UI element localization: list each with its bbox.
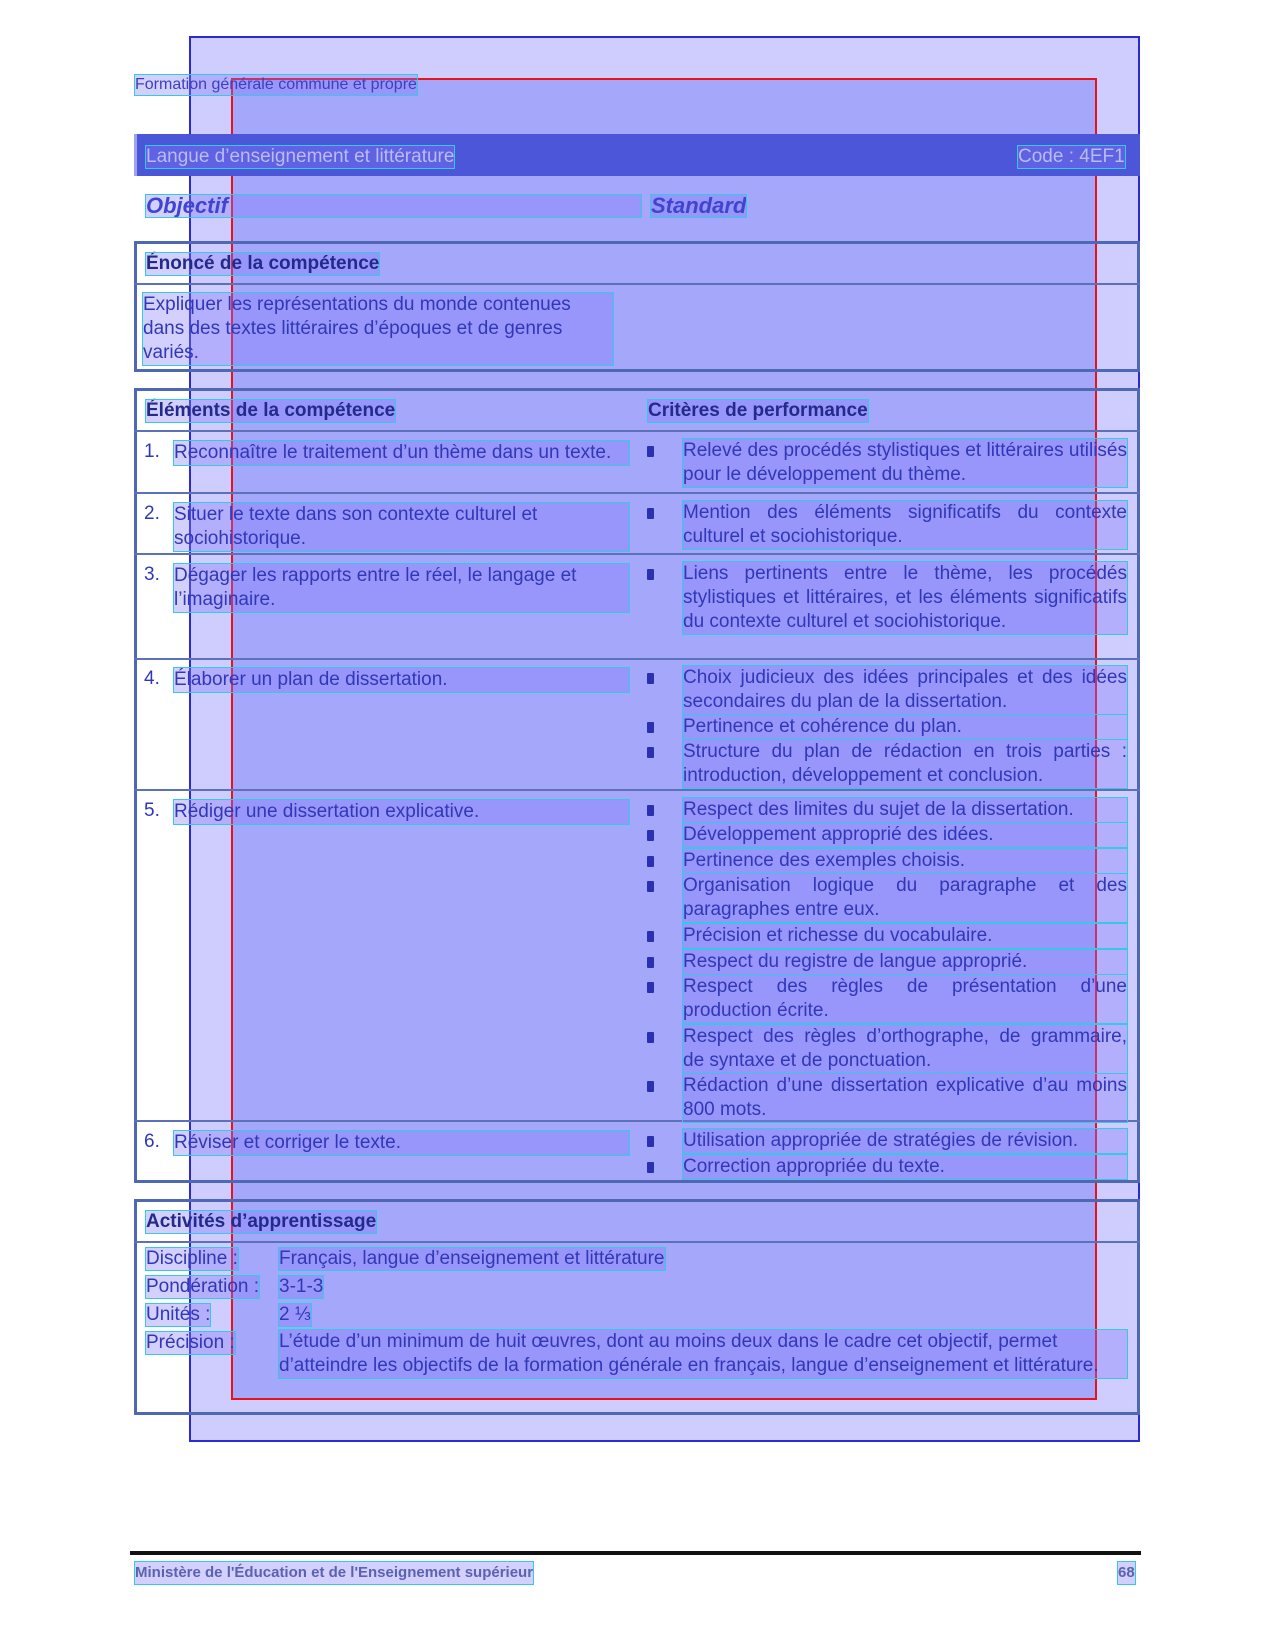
- divider: [134, 430, 1140, 432]
- bullet-icon: [647, 673, 654, 684]
- critere-text: Respect des règles d’orthographe, de grammaire, de syntaxe et de ponctuation.: [683, 1026, 1127, 1071]
- activites-title: Activités d’apprentissage: [146, 1211, 377, 1232]
- element-number: 5.: [144, 800, 160, 821]
- unites-value: 2 ⅓: [279, 1304, 311, 1325]
- standard-label: Standard: [651, 193, 747, 218]
- critere-text: Pertinence des exemples choisis.: [683, 849, 1127, 873]
- criteres-title: Critères de performance: [648, 400, 868, 421]
- divider: [134, 789, 1140, 791]
- footer-ministry: Ministère de l'Éducation et de l'Enseignement supérieur: [135, 1562, 533, 1584]
- bullet-icon: [647, 1162, 654, 1173]
- bullet-icon: [647, 1081, 654, 1092]
- discipline-value: Français, langue d’enseignement et littérature: [279, 1248, 665, 1269]
- footer-rule: [130, 1551, 1141, 1555]
- bullet-icon: [647, 881, 654, 892]
- divider: [134, 658, 1140, 660]
- critere-text: Mention des éléments significatifs du contexte culturel et sociohistorique.: [683, 502, 1127, 547]
- critere-text: Rédaction d’une dissertation explicative d’au moins 800 mots.: [683, 1075, 1127, 1120]
- bullet-icon: [647, 508, 654, 519]
- element-text: Situer le texte dans son contexte culturel et sociohistorique.: [174, 503, 629, 551]
- element-number: 2.: [144, 503, 160, 524]
- critere-text: Respect des règles de présentation d’une production écrite.: [683, 976, 1127, 1021]
- bullet-icon: [647, 747, 654, 758]
- divider: [134, 283, 1140, 285]
- bullet-icon: [647, 446, 654, 457]
- element-number: 4.: [144, 668, 160, 689]
- critere-text: Relevé des procédés stylistiques et littéraires utilisés pour le développement du thème.: [683, 440, 1127, 485]
- precision-label: Précision :: [146, 1332, 235, 1353]
- element-text: Reconnaître le traitement d’un thème dans un texte.: [174, 441, 629, 465]
- bullet-icon: [647, 856, 654, 867]
- bullet-icon: [647, 931, 654, 942]
- critere-text: Organisation logique du paragraphe et des paragraphes entre eux.: [683, 875, 1127, 920]
- bullet-icon: [647, 569, 654, 580]
- bullet-icon: [647, 805, 654, 816]
- element-text: Rédiger une dissertation explicative.: [174, 800, 629, 824]
- bullet-icon: [647, 1032, 654, 1043]
- bullet-icon: [647, 722, 654, 733]
- critere-text: Précision et richesse du vocabulaire.: [683, 924, 1127, 948]
- element-number: 1.: [144, 441, 160, 462]
- element-text: Élaborer un plan de dissertation.: [174, 668, 629, 692]
- critere-text: Correction appropriée du texte.: [683, 1155, 1127, 1179]
- bullet-icon: [647, 830, 654, 841]
- bullet-icon: [647, 982, 654, 993]
- element-number: 3.: [144, 564, 160, 585]
- divider: [134, 492, 1140, 494]
- critere-text: Utilisation appropriée de stratégies de révision.: [683, 1129, 1127, 1153]
- element-text: Réviser et corriger le texte.: [174, 1131, 629, 1155]
- enonce-title: Énoncé de la compétence: [146, 253, 380, 274]
- section-heading: Formation générale commune et propre: [135, 76, 417, 93]
- element-text: Dégager les rapports entre le réel, le langage et l’imaginaire.: [174, 564, 629, 612]
- unites-label: Unités :: [146, 1304, 211, 1325]
- critere-text: Pertinence et cohérence du plan.: [683, 715, 1127, 739]
- element-number: 6.: [144, 1131, 160, 1152]
- bullet-icon: [647, 1136, 654, 1147]
- critere-text: Choix judicieux des idées principales et des idées secondaires du plan de la dissertation.: [683, 667, 1127, 712]
- objectif-label: Objectif: [146, 195, 641, 217]
- page-number: 68: [1118, 1562, 1135, 1584]
- critere-text: Liens pertinents entre le thème, les procédés stylistiques et littéraires, et les éléments significatifs du contexte culturel et sociohistorique.: [683, 563, 1127, 632]
- critere-text: Respect du registre de langue approprié.: [683, 950, 1127, 974]
- discipline-label: Discipline :: [146, 1248, 238, 1269]
- course-title: Langue d’enseignement et littérature: [146, 146, 455, 167]
- elements-title: Éléments de la compétence: [146, 400, 396, 421]
- critere-text: Structure du plan de rédaction en trois parties : introduction, développement et conclusion.: [683, 741, 1127, 786]
- bullet-icon: [647, 957, 654, 968]
- critere-text: Développement approprié des idées.: [683, 823, 1127, 847]
- enonce-text: Expliquer les représentations du monde contenues dans des textes littéraires d’époques et de genres variés.: [143, 293, 613, 365]
- divider: [134, 553, 1140, 555]
- precision-value: L’étude d’un minimum de huit œuvres, dont au moins deux dans le cadre cet objectif, permet d’atteindre les objectifs de la formation générale en français, langue d’enseignement et littérature.: [279, 1330, 1127, 1378]
- ponderation-label: Pondération :: [146, 1276, 260, 1297]
- critere-text: Respect des limites du sujet de la dissertation.: [683, 798, 1127, 822]
- ponderation-value: 3-1-3: [279, 1276, 324, 1297]
- divider: [134, 1241, 1140, 1243]
- course-code: Code : 4EF1: [1018, 146, 1125, 167]
